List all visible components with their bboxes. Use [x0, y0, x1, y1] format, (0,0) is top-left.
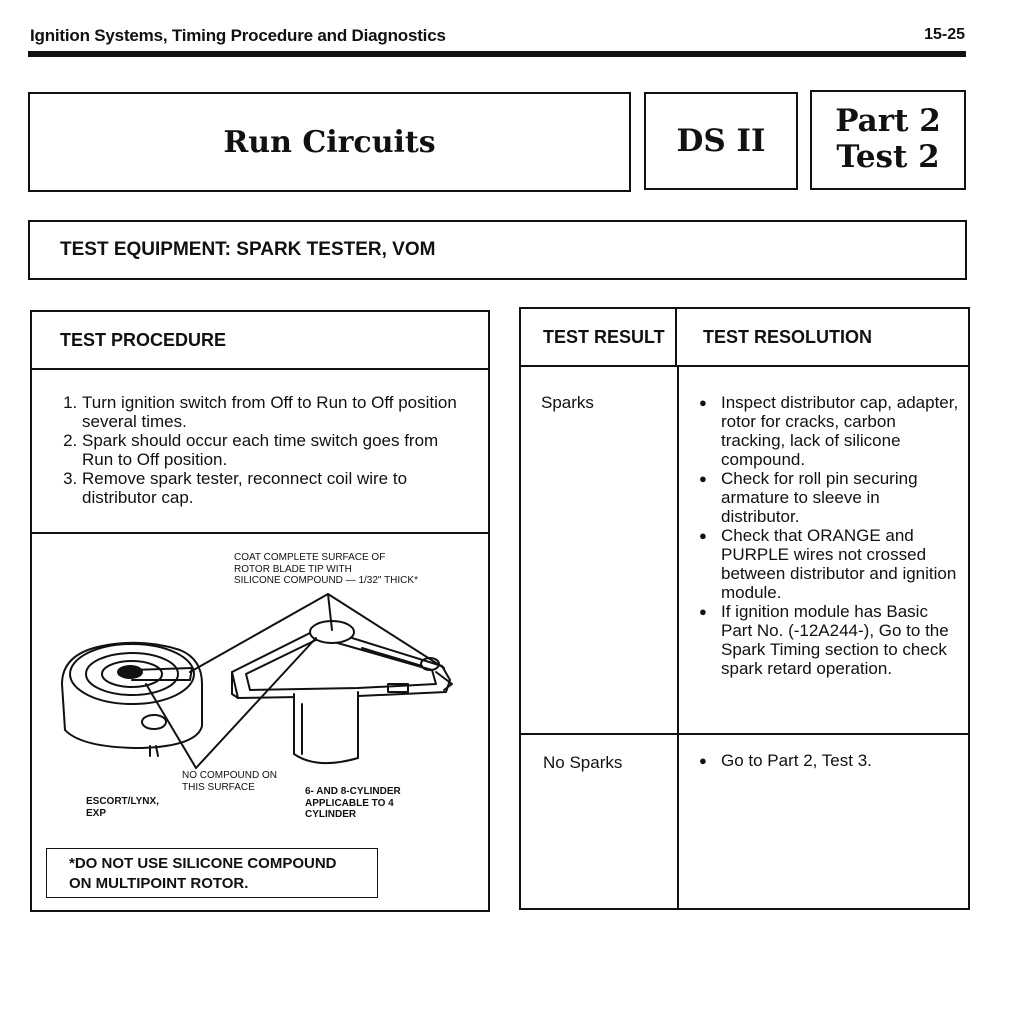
test-resolution-header: TEST RESOLUTION [677, 309, 968, 367]
test-result-header: TEST RESULT [521, 309, 677, 367]
row-divider [521, 733, 968, 735]
test-results-table [519, 307, 970, 910]
part-test-box [810, 90, 966, 190]
page-number: 15-25 [924, 26, 965, 43]
test-equipment-text: TEST EQUIPMENT: SPARK TESTER, VOM [60, 239, 436, 260]
title-box [28, 92, 631, 192]
resolution-sparks [697, 393, 959, 678]
system-label: DS II [676, 123, 766, 159]
list-item: ● Inspect distributor cap, adapter, rotor for cracks, carbon tracking, lack of silicone compound. [697, 393, 959, 469]
page-title: Run Circuits [223, 124, 436, 160]
section-title: Ignition Systems, Timing Procedure and Diagnostics [30, 26, 446, 45]
test-label: Test 2 [836, 139, 940, 175]
column-divider [677, 367, 679, 908]
list-item: ● Go to Part 2, Test 3. [697, 751, 959, 770]
result-no-sparks: No Sparks [543, 753, 623, 772]
list-item: ● If ignition module has Basic Part No. (-12A244-), Go to the Spark Timing section to check spark retard operation. [697, 602, 959, 678]
callout-no-compound: NO COMPOUND ON THIS SURFACE [182, 770, 277, 793]
test-procedure-steps [32, 372, 488, 534]
result-sparks: Sparks [541, 393, 594, 412]
test-procedure-header [32, 312, 488, 370]
test-procedure-heading: TEST PROCEDURE [60, 329, 227, 350]
procedure-step: 1. Turn ignition switch from Off to Run to Off position several times. [82, 393, 468, 431]
test-procedure-panel [30, 310, 490, 912]
header-rule [28, 51, 966, 57]
callout-coat-surface: COAT COMPLETE SURFACE OF ROTOR BLADE TIP WITH SILICONE COMPOUND — 1/32" THICK* [234, 552, 418, 586]
system-box [644, 92, 798, 190]
resolution-no-sparks [697, 751, 959, 770]
list-item: ● Check for roll pin securing armature to sleeve in distributor. [697, 469, 959, 526]
silicone-note: *DO NOT USE SILICONE COMPOUND ON MULTIPOINT ROTOR. [46, 848, 378, 898]
label-6-8-cylinder: 6- AND 8-CYLINDER APPLICABLE TO 4 CYLINDER [305, 786, 401, 820]
label-escort-lynx: ESCORT/LYNX, EXP [86, 796, 159, 819]
list-item: ● Check that ORANGE and PURPLE wires not crossed between distributor and ignition module. [697, 526, 959, 602]
procedure-step: 3. Remove spark tester, reconnect coil wire to distributor cap. [82, 469, 468, 507]
test-equipment-box [28, 220, 967, 280]
part-label: Part 2 [835, 103, 941, 140]
procedure-step: 2. Spark should occur each time switch goes from Run to Off position. [82, 431, 468, 469]
